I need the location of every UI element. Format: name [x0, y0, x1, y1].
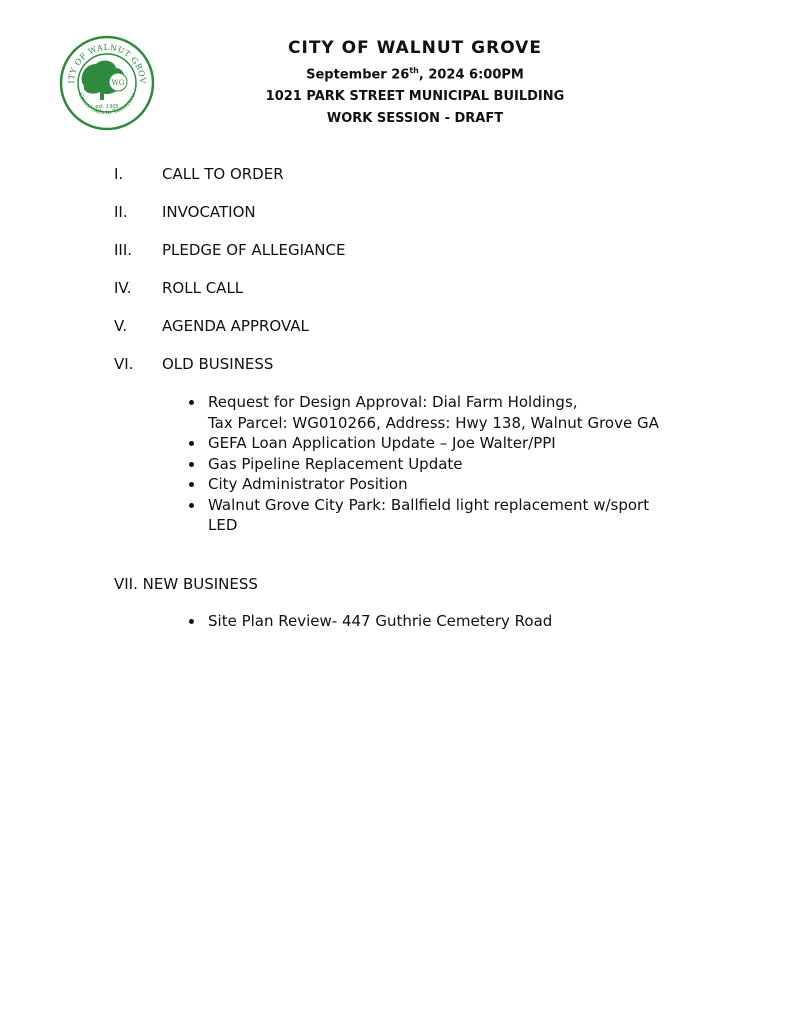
agenda-item-number: I.: [114, 165, 124, 183]
agenda-item-number: IV.: [114, 279, 132, 297]
agenda-item-number: VI.: [114, 355, 134, 373]
document-title: CITY OF WALNUT GROVE: [288, 38, 542, 58]
document-header: [230, 36, 600, 130]
list-item: Walnut Grove City Park: Ballfield light replacement w/sport LED: [186, 495, 706, 536]
list-item: Request for Design Approval: Dial Farm Holdings, Tax Parcel: WG010266, Address: Hwy 138, Walnut Grove GA: [186, 392, 706, 433]
list-item: City Administrator Position: [186, 474, 706, 495]
agenda-item-number: III.: [114, 241, 133, 259]
agenda-item-label: VII. NEW BUSINESS: [114, 575, 258, 593]
list-item: GEFA Loan Application Update – Joe Walter/PPI: [186, 433, 706, 454]
city-seal-logo: [58, 34, 156, 132]
seal-motto: Crossroads to Tomorrow: [76, 91, 138, 117]
seal-monogram: WG: [111, 79, 125, 87]
old-business-list: [186, 392, 706, 536]
agenda-item-label: AGENDA APPROVAL: [162, 317, 309, 335]
agenda-item-label: PLEDGE OF ALLEGIANCE: [162, 241, 346, 259]
agenda-item-number: II.: [114, 203, 128, 221]
list-item: Gas Pipeline Replacement Update: [186, 454, 706, 475]
agenda-item-label: CALL TO ORDER: [162, 165, 284, 183]
list-item: Site Plan Review- 447 Guthrie Cemetery Road: [186, 611, 706, 632]
meeting-date: September 26th, 2024 6:00PM: [306, 66, 524, 83]
seal-top-text: ITY OF WALNUT GROV: [66, 42, 148, 85]
agenda-item-label: INVOCATION: [162, 203, 256, 221]
agenda-item-label: OLD BUSINESS: [162, 355, 274, 373]
agenda-item-new-business: [114, 574, 258, 594]
session-type: WORK SESSION - DRAFT: [326, 111, 504, 127]
agenda-item-label: ROLL CALL: [162, 279, 244, 297]
meeting-location: 1021 PARK STREET MUNICIPAL BUILDING: [265, 89, 565, 105]
new-business-list: [186, 611, 706, 632]
agenda-item-number: V.: [114, 317, 128, 335]
seal-established: est. 1905: [95, 104, 119, 110]
